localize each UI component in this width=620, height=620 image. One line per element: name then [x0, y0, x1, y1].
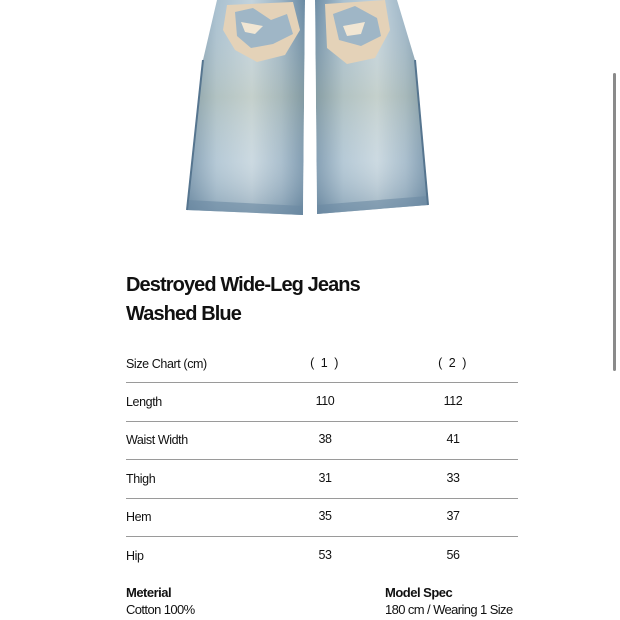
row-value-size-1: 35 — [318, 509, 332, 524]
product-color: Washed Blue — [126, 303, 241, 325]
row-value-size-2: 37 — [446, 509, 460, 524]
row-value-size-2: 112 — [443, 393, 463, 408]
product-title: Destroyed Wide-Leg Jeans — [126, 274, 360, 296]
table-row — [126, 537, 518, 575]
row-value-size-1: 53 — [318, 547, 332, 562]
table-row — [126, 499, 518, 538]
jeans-photo-icon — [175, 0, 440, 220]
size-chart-header — [126, 345, 518, 383]
table-row — [126, 422, 518, 461]
row-label: Hem — [126, 510, 152, 525]
row-value-size-1: 31 — [318, 470, 332, 485]
size-col-1-header: ( 1 ) — [310, 355, 340, 370]
model-spec-value: 180 cm / Wearing 1 Size — [385, 602, 513, 617]
size-chart-title: Size Chart (cm) — [126, 356, 207, 371]
row-label: Length — [126, 394, 162, 409]
row-value-size-1: 38 — [318, 432, 332, 447]
size-col-2-header: ( 2 ) — [438, 355, 468, 370]
row-label: Thigh — [126, 471, 156, 486]
material-label: Meterial — [126, 585, 172, 600]
table-row — [126, 460, 518, 499]
table-row — [126, 383, 518, 422]
scrollbar-track[interactable] — [612, 0, 620, 620]
row-value-size-2: 33 — [446, 470, 460, 485]
row-value-size-2: 41 — [446, 432, 460, 447]
row-label: Hip — [126, 548, 144, 563]
row-value-size-1: 110 — [315, 393, 335, 408]
row-value-size-2: 56 — [446, 547, 460, 562]
model-spec-label: Model Spec — [385, 585, 453, 600]
row-label: Waist Width — [126, 433, 188, 448]
scrollbar-thumb[interactable] — [613, 73, 616, 371]
size-chart-table — [126, 345, 518, 575]
material-value: Cotton 100% — [126, 602, 195, 617]
